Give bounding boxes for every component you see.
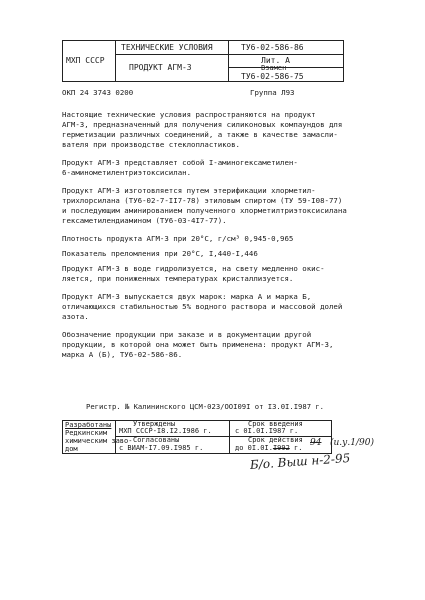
valid-date: до 0I.0I.I992 г. — [235, 444, 303, 452]
body-line: 6-аминометилентриэтоксисилан. — [62, 168, 192, 177]
body-line: Плотность продукта АГМ-3 при 20°С, г/см³ 0,945-0,965 — [62, 234, 294, 243]
agreed-by: с ВИАМ-I7.09.I985 г. — [119, 444, 204, 452]
approved-by: МХП СССР-I8.I2.I986 г. — [119, 427, 212, 435]
developed-label: Разработаны — [65, 421, 112, 429]
body-line: отличающихся стабильностью 5% водного раствора и массовой долей — [62, 302, 343, 311]
developed-org-3: дом — [65, 445, 78, 453]
header-table — [62, 40, 344, 82]
okp-code: ОКП 24 3743 0200 — [62, 88, 134, 97]
struck-year: I992 — [272, 444, 290, 452]
body-line: Продукт АГМ-3 выпускается двух марок: марка А и марка Б, — [62, 292, 312, 301]
body-line: Продукт АГМ-3 в воде гидролизуется, на свету медленно окис- — [62, 264, 325, 273]
body-line: герметизации различных соединений, а также в качестве замасли- — [62, 130, 338, 139]
intro-label: Срок введения — [248, 420, 303, 428]
replaces-label: Взамен — [261, 64, 287, 72]
doc-code: ТУ6-02-586-86 — [241, 43, 304, 52]
registration-line: Регистр. № Калининского ЦСМ-023/ООI09I от I3.0I.I987 г. — [86, 402, 324, 411]
handwritten-signature: Б/о. Выш н-2-95 — [249, 451, 351, 472]
intro-date: с 0I.0I.I987 г. — [235, 427, 299, 435]
handwritten-note: (и.у.1/90) — [330, 438, 374, 448]
body-line: марка А (Б), ТУ6-02-586-86. — [62, 350, 183, 359]
product-name: ПРОДУКТ АГМ-3 — [129, 63, 192, 72]
body-line: вателя при производстве стеклопластиков. — [62, 140, 240, 149]
body-line: Продукт АГМ-3 представляет собой I-аминогексаметилен- — [62, 158, 298, 167]
body-line: и последующим аминированием полученного хлорметилтриэтоксисилана — [62, 206, 347, 215]
body-line: Продукт АГМ-3 изготовляется путем этерификации хлорметил- — [62, 186, 316, 195]
body-line: АГМ-3, предназначенный для получения силиконовых компаундов для — [62, 120, 343, 129]
replaces-code: ТУ6-02-586-75 — [241, 72, 304, 81]
doc-type: ТЕХНИЧЕСКИЕ УСЛОВИЯ — [121, 43, 213, 52]
footer-table — [62, 420, 332, 454]
body-line: азота. — [62, 312, 89, 321]
body-line: Настоящие технические условия распространяются на продукт — [62, 110, 316, 119]
body-line: Обозначение продукции при заказе и в документации другой — [62, 330, 312, 339]
body-line: ляется, при пониженных температурах кристаллизуется. — [62, 274, 294, 283]
body-line: продукции, в которой она может быть применена: продукт АГМ-3, — [62, 340, 334, 349]
handwritten-year: 94 — [310, 438, 322, 448]
lit-label: Лит. А — [261, 56, 290, 65]
valid-label: Срок действия — [248, 436, 303, 444]
body-line: гексаметилендиамином (ТУ6-03-4I7-77). — [62, 216, 227, 225]
body-line: Показатель преломления при 20°С, I,440-I,446 — [62, 249, 258, 258]
group-code: Группа Л93 — [250, 88, 295, 97]
developed-org-2: химическим заво- — [65, 437, 133, 445]
developed-org-1: Редкинским — [65, 429, 108, 437]
approved-label: Утверждены — [133, 420, 176, 428]
body-line: трихлорсилана (ТУ6-02-7-II7-78) этиловым спиртом (ТУ 59-I08-77) — [62, 196, 343, 205]
ministry-label: МХП СССР — [66, 56, 105, 65]
agreed-label: Согласованы — [133, 436, 180, 444]
